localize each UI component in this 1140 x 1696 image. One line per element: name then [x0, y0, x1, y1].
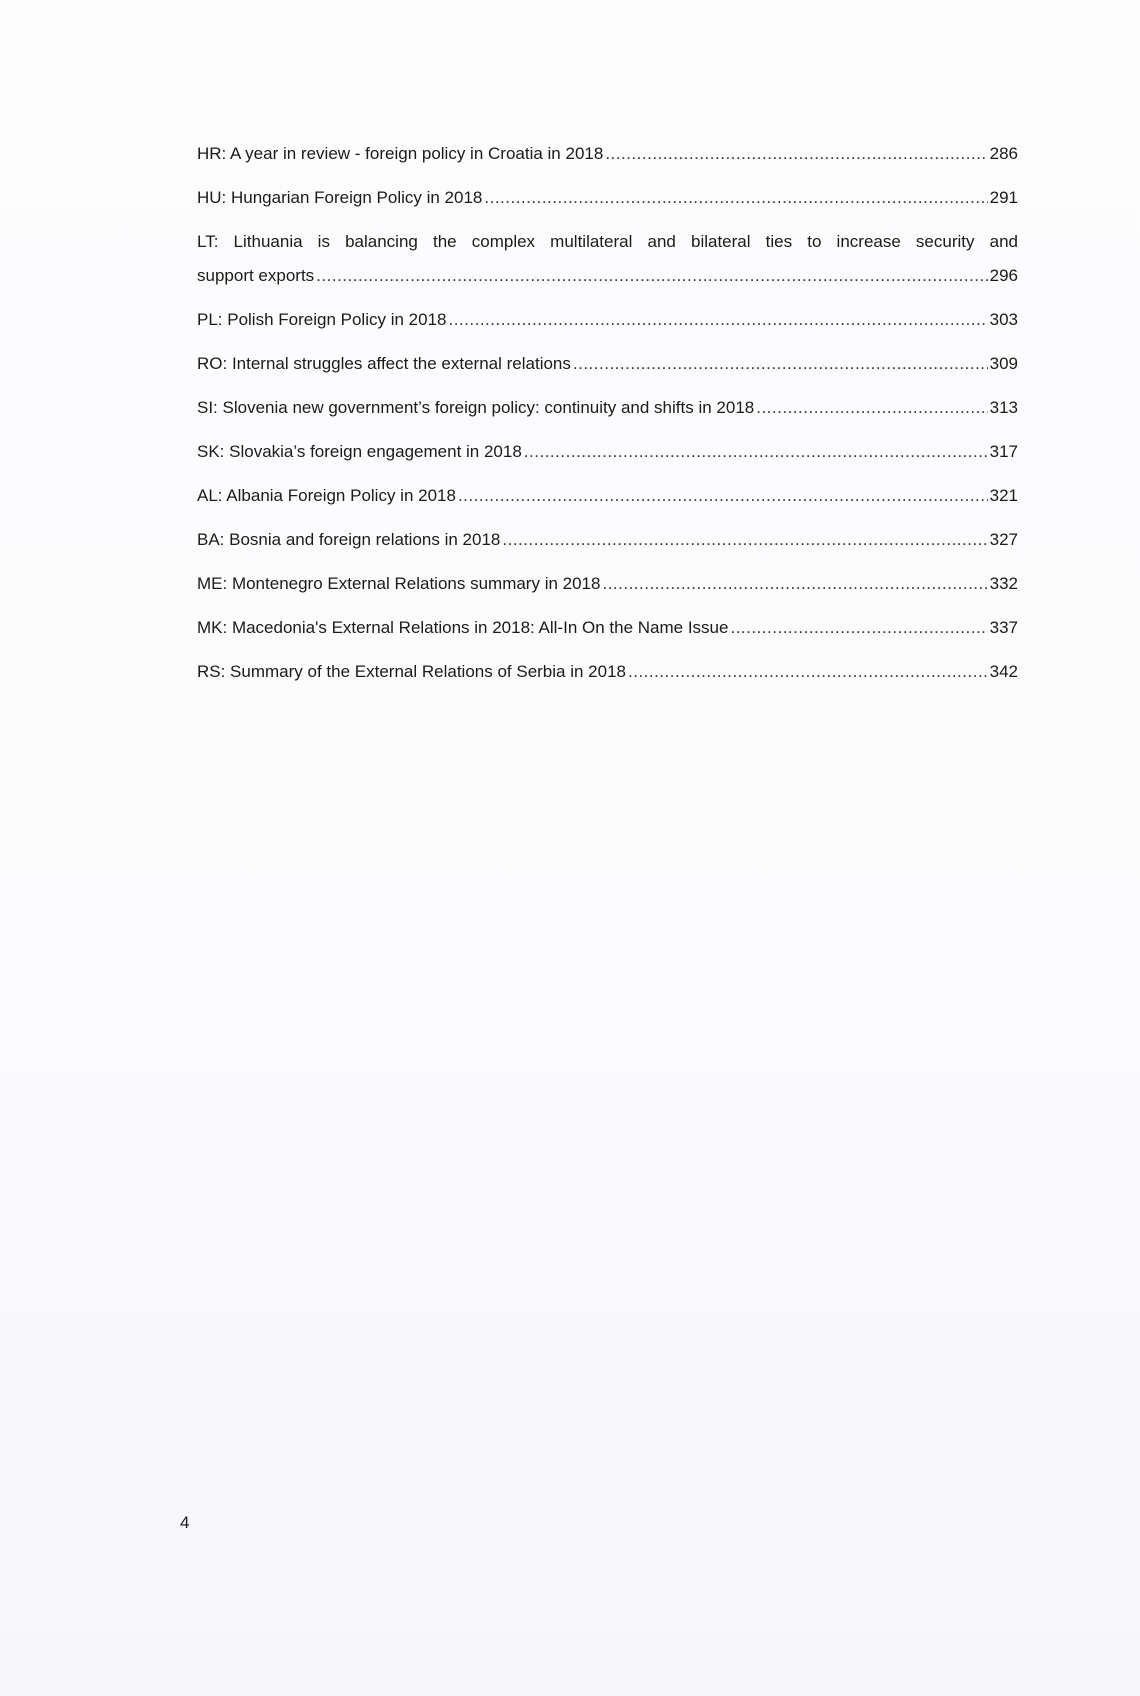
toc-entry-page: 291 — [989, 188, 1018, 207]
toc-entry-lt[interactable] — [197, 225, 1018, 293]
toc-entry-pl[interactable] — [197, 303, 1018, 337]
toc-entry-sk[interactable] — [197, 435, 1018, 469]
dot-leader — [605, 137, 987, 171]
toc-entry-page: 327 — [989, 530, 1018, 549]
toc-entry-title: support exports — [197, 266, 315, 285]
dot-leader — [756, 391, 987, 425]
toc-entry-ro[interactable] — [197, 347, 1018, 381]
dot-leader — [502, 523, 987, 557]
dot-leader — [316, 259, 987, 293]
page-number: 4 — [180, 1513, 190, 1532]
toc-entry-title: ME: Montenegro External Relations summary in 2018 — [197, 574, 601, 593]
toc-entry-title: AL: Albania Foreign Policy in 2018 — [197, 486, 456, 505]
toc-entry-title: HR: A year in review - foreign policy in Croatia in 2018 — [197, 144, 604, 163]
toc-entry-si[interactable] — [197, 391, 1018, 425]
toc-entry-title-line1: LT: Lithuania is balancing the complex multilateral and bilateral ties to increase security and — [197, 232, 1018, 251]
toc-entry-page: 313 — [989, 398, 1018, 417]
toc-entry-ba[interactable] — [197, 523, 1018, 557]
dot-leader — [458, 479, 988, 513]
toc-entry-mk[interactable] — [197, 611, 1018, 645]
toc-entry-page: 317 — [989, 442, 1018, 461]
toc-entry-al[interactable] — [197, 479, 1018, 513]
toc-entry-page: 342 — [989, 662, 1018, 681]
toc-entry-page: 309 — [989, 354, 1018, 373]
toc-entry-title: BA: Bosnia and foreign relations in 2018 — [197, 530, 501, 549]
toc-entry-page: 321 — [989, 486, 1018, 505]
toc-entry-me[interactable] — [197, 567, 1018, 601]
toc-entry-title: RO: Internal struggles affect the external relations — [197, 354, 571, 373]
dot-leader — [448, 303, 987, 337]
toc-entry-hu[interactable] — [197, 181, 1018, 215]
toc-entry-title: MK: Macedonia's External Relations in 2018: All-In On the Name Issue — [197, 618, 729, 637]
dot-leader — [524, 435, 988, 469]
toc-entry-page: 337 — [989, 618, 1018, 637]
dot-leader — [628, 655, 988, 689]
table-of-contents — [197, 137, 1018, 699]
dot-leader — [573, 347, 988, 381]
toc-entry-page: 296 — [989, 266, 1018, 285]
toc-entry-title: PL: Polish Foreign Policy in 2018 — [197, 310, 447, 329]
toc-entry-page: 332 — [989, 574, 1018, 593]
toc-entry-page: 286 — [989, 144, 1018, 163]
dot-leader — [484, 181, 987, 215]
toc-entry-hr[interactable] — [197, 137, 1018, 171]
toc-entry-rs[interactable] — [197, 655, 1018, 689]
toc-entry-title: RS: Summary of the External Relations of Serbia in 2018 — [197, 662, 626, 681]
dot-leader — [602, 567, 987, 601]
toc-entry-title: SK: Slovakia’s foreign engagement in 2018 — [197, 442, 522, 461]
toc-entry-title: SI: Slovenia new government’s foreign policy: continuity and shifts in 2018 — [197, 398, 755, 417]
toc-entry-title: HU: Hungarian Foreign Policy in 2018 — [197, 188, 483, 207]
toc-entry-page: 303 — [989, 310, 1018, 329]
dot-leader — [730, 611, 987, 645]
